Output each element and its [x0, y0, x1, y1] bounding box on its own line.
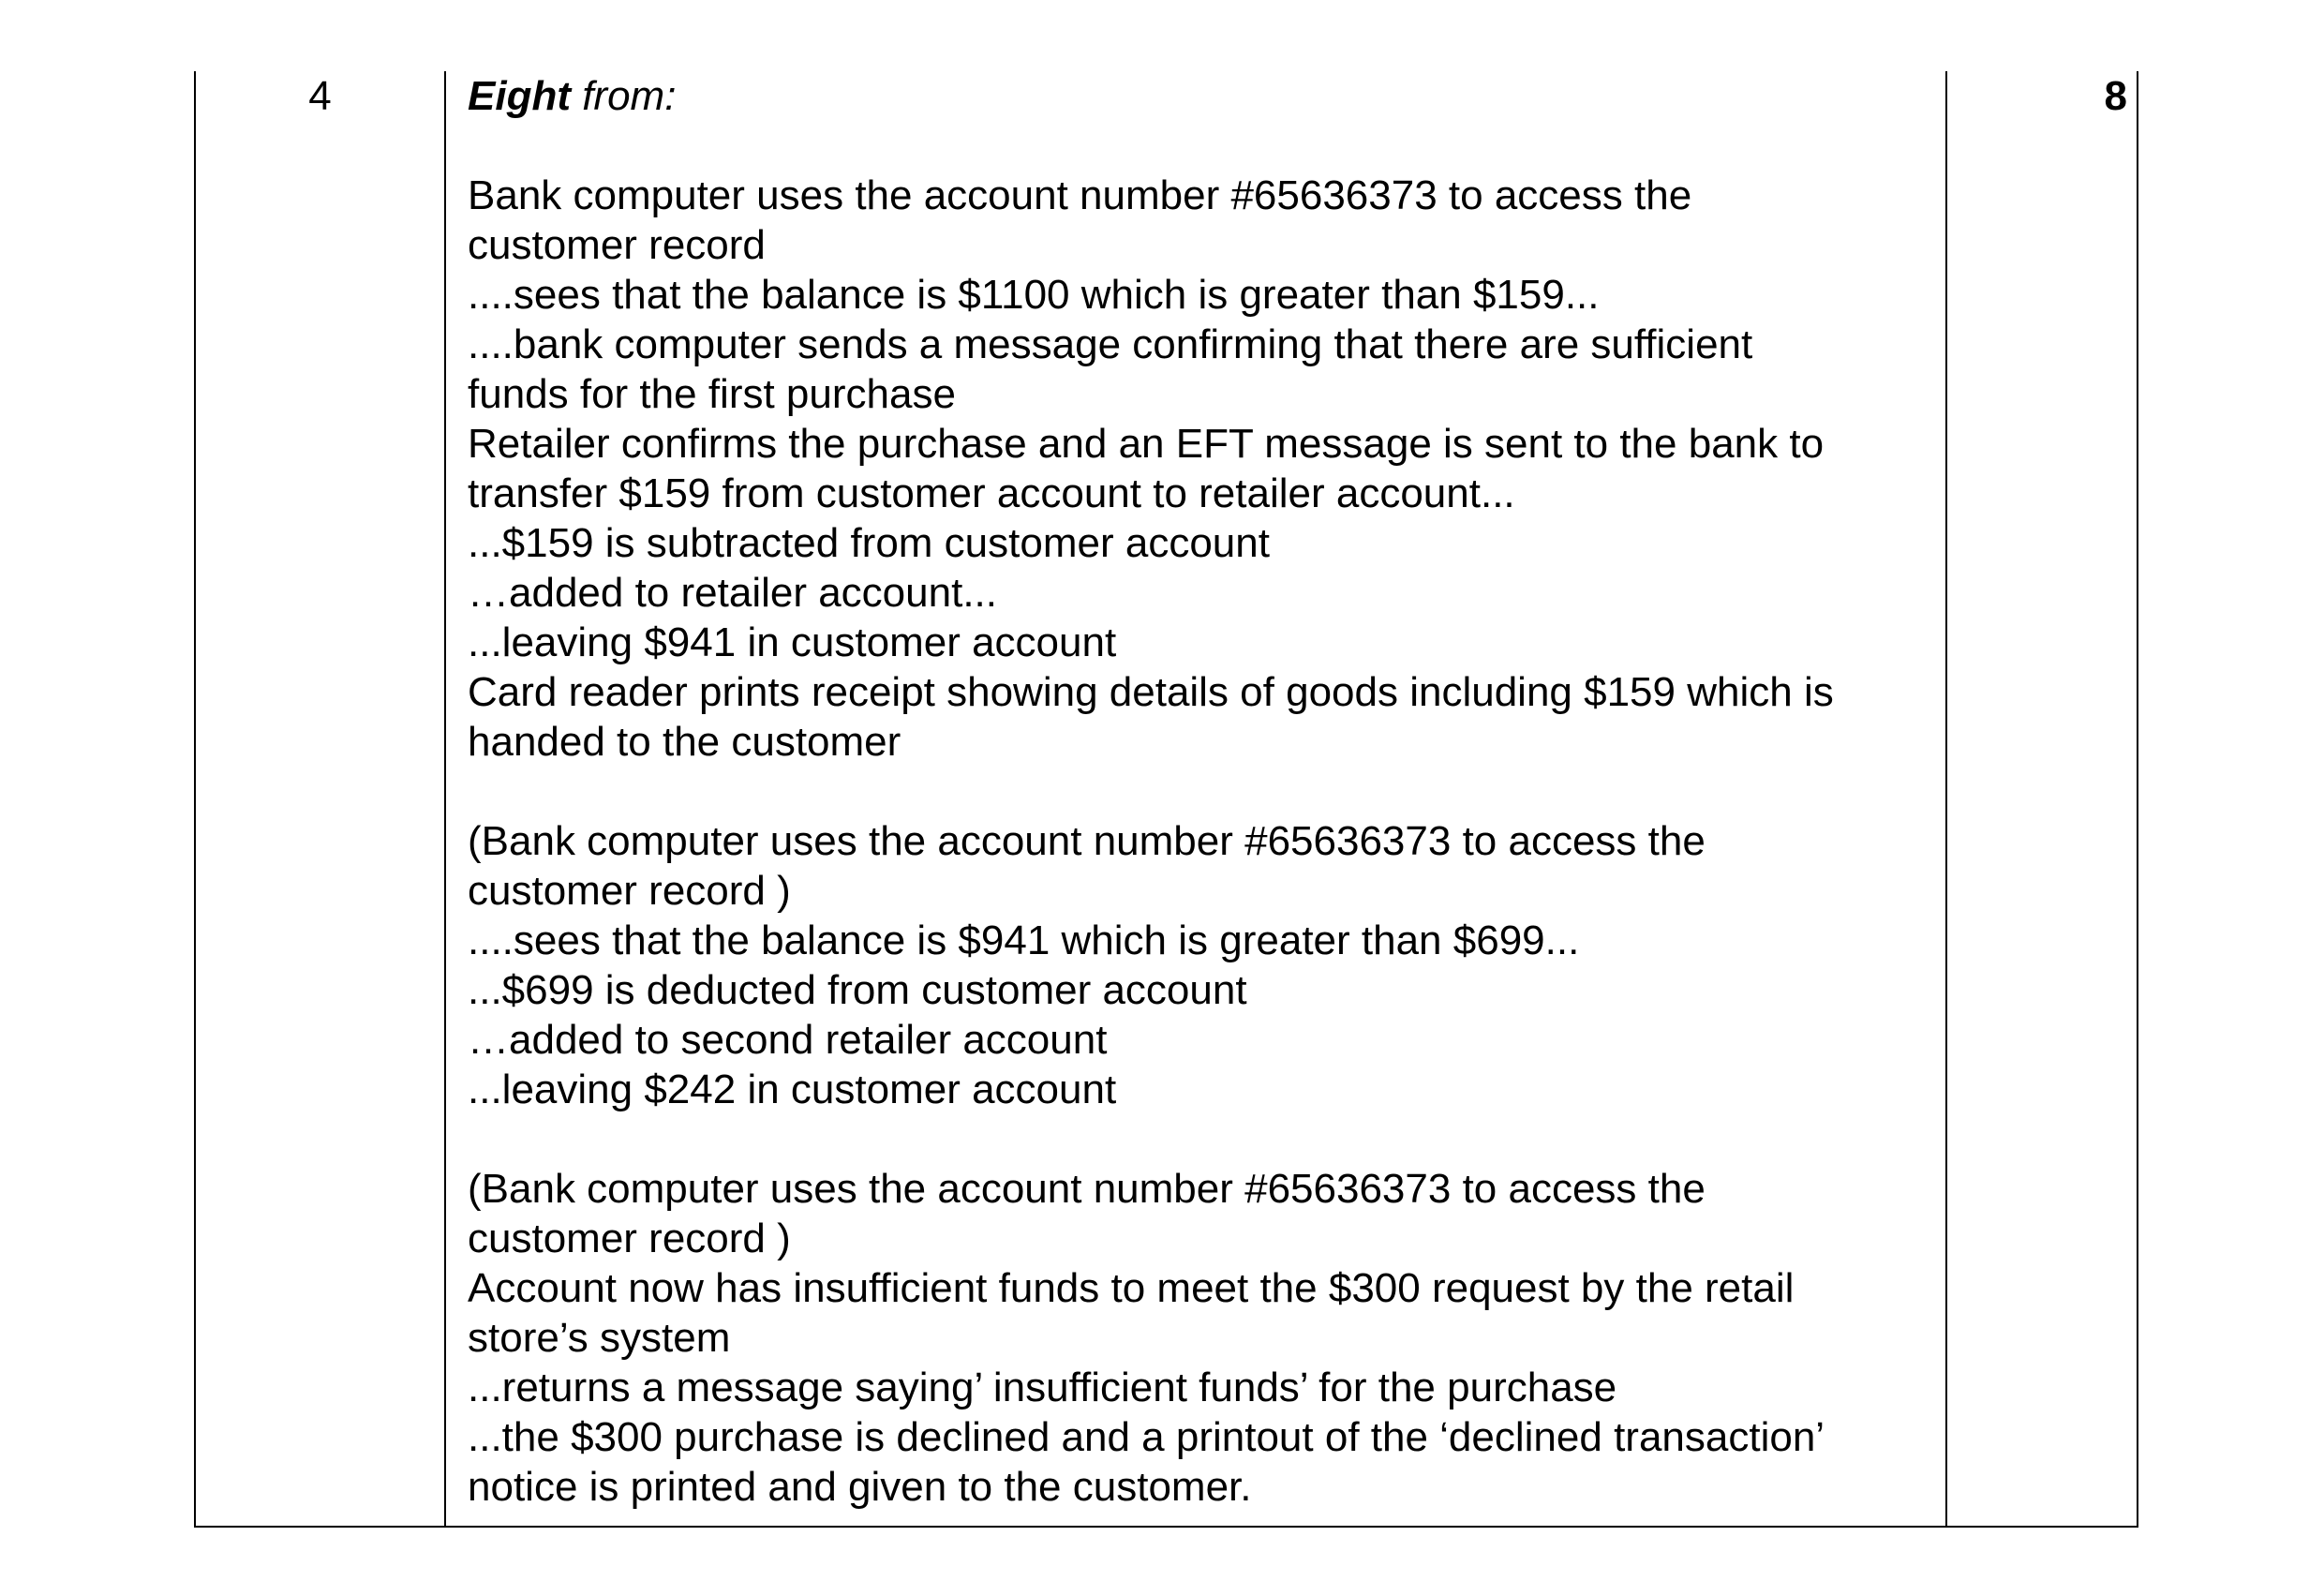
answer-line: store’s system: [468, 1315, 731, 1361]
answer-line: customer record ): [468, 1216, 791, 1261]
heading-count: Eight: [468, 73, 571, 119]
heading-rest: from:: [570, 73, 677, 119]
answer-line: funds for the first purchase: [468, 371, 956, 417]
answer-line: notice is printed and given to the customer.: [468, 1464, 1252, 1510]
marks-value: 8: [2104, 73, 2127, 119]
answer-line: …added to retailer account...: [468, 570, 997, 616]
answer-line: Retailer confirms the purchase and an EFT message is sent to the bank to: [468, 421, 1825, 467]
answer-block-2: [468, 816, 1929, 1114]
question-number: 4: [308, 73, 332, 119]
answer-line: ....sees that the balance is $941 which is greater than $699...: [468, 917, 1580, 963]
answer-line: transfer $159 from customer account to retailer account...: [468, 470, 1515, 516]
answer-line: (Bank computer uses the account number #65636373 to access the: [468, 818, 1706, 864]
answer-line: (Bank computer uses the account number #65636373 to access the: [468, 1166, 1706, 1212]
answer-line: ...$159 is subtracted from customer account: [468, 520, 1270, 566]
column-divider: [444, 71, 446, 1526]
answer-line: ...leaving $941 in customer account: [468, 619, 1117, 665]
answer-line: ....bank computer sends a message confirming that there are sufficient: [468, 321, 1753, 367]
answer-line: customer record ): [468, 868, 791, 914]
mark-scheme-table: [194, 71, 2138, 1528]
answer-line: Account now has insufficient funds to meet the $300 request by the retail: [468, 1265, 1795, 1311]
answer-cell: [468, 71, 1929, 1512]
answer-line: …added to second retailer account: [468, 1017, 1108, 1063]
answer-line: handed to the customer: [468, 719, 901, 765]
answer-line: ....sees that the balance is $1100 which is greater than $159...: [468, 272, 1600, 318]
column-divider: [1945, 71, 1947, 1526]
answer-block-3: [468, 1164, 1929, 1512]
answer-line: ...$699 is deducted from customer account: [468, 967, 1247, 1013]
answer-heading: [468, 71, 1929, 121]
answer-line: Bank computer uses the account number #65636373 to access the: [468, 172, 1692, 218]
answer-block-1: [468, 171, 1929, 767]
answer-line: Card reader prints receipt showing details of goods including $159 which is: [468, 669, 1834, 715]
answer-line: ...leaving $242 in customer account: [468, 1066, 1117, 1112]
answer-line: ...returns a message saying’ insufficient funds’ for the purchase: [468, 1365, 1617, 1410]
answer-line: ...the $300 purchase is declined and a printout of the ‘declined transaction’: [468, 1414, 1825, 1460]
answer-line: customer record: [468, 222, 766, 268]
